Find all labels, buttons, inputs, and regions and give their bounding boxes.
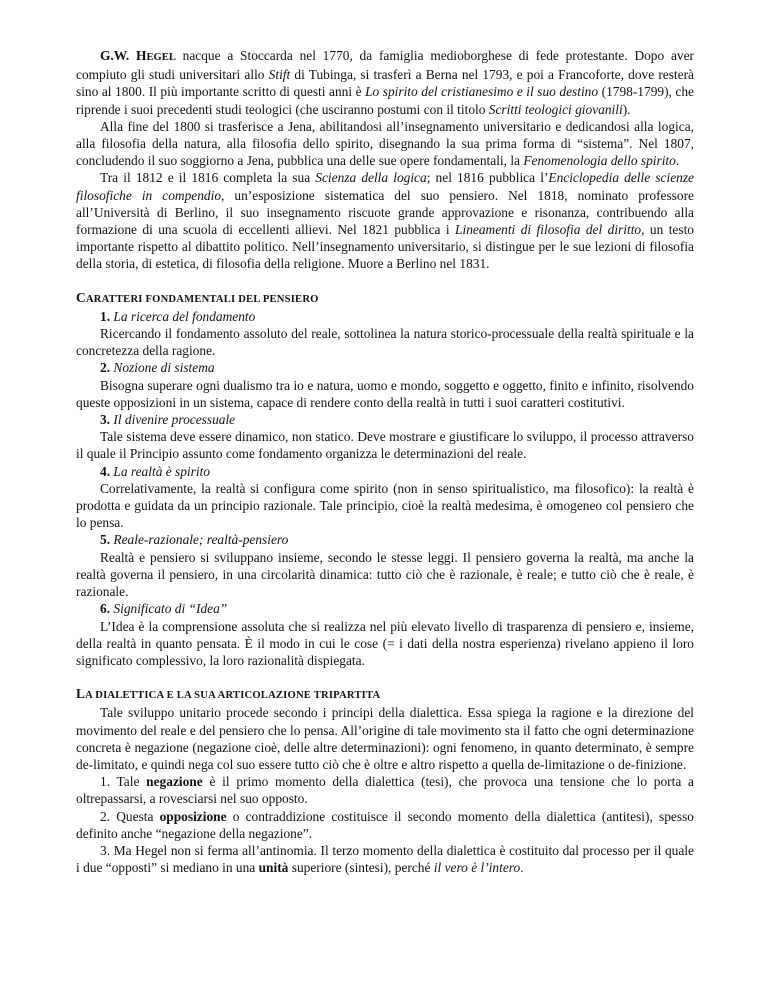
bio-text: (1798-1799), che riprende i suoi precedenti studi teologici (che usciranno postumi con il titolo: [76, 84, 695, 117]
work-title: Scritti teologici giovanili: [488, 101, 623, 117]
item-title: Il divenire processuale: [113, 412, 236, 428]
heading-rest: ARATTERI FONDAMENTALI DEL PENSIERO: [85, 293, 319, 305]
dialettica-intro: Tale sviluppo unitario procede secondo i principi della dialettica. Essa spiega la ragione e la direzione del movimento del reale e del pensiero che lo pensa. All’origine di tale movimento sta il fatto che ogni determinazione concreta è negazione (negazione cioè, delle altre determinazioni): ogni fenomeno, in quanto determinato, è sempre de-limitato, e quindi nega col suo essere tutto ciò che è oltre e altro rispetto a quella de-limitazione o de-finizione.: [76, 705, 694, 772]
item-title: Nozione di sistema: [113, 360, 215, 376]
point-text: 3. Ma Hegel non si ferma all’antinomia. Il terzo momento della dialettica è costituito dal processo per il quale i due “opposti” si mediano in una: [76, 842, 694, 876]
dialettica-point-1: [76, 773, 694, 807]
dialettica-point-2: [76, 808, 694, 842]
bio-paragraph-3: [76, 169, 694, 272]
work-title: Lo spirito del cristianesimo e il suo destino: [365, 84, 599, 100]
caratteri-item-4-title: [76, 463, 694, 480]
heading-initial: C: [76, 289, 86, 305]
biography-section: [76, 47, 694, 273]
point-text: o contraddizione costituisce il secondo momento della dialettica (antitesi), spesso definito anche “negazione della negazione”.: [76, 808, 694, 841]
bio-text: ; nel 1816 pubblica l’: [426, 170, 549, 186]
work-title: Lineamenti di filosofia del diritto: [455, 222, 642, 238]
author-rest: EGEL: [146, 52, 176, 63]
bio-text: Alla fine del 1800 si trasferisce a Jena, abilitandosi all’insegnamento universitario e dedicandosi alla logica, alla filosofia della natura, alla filosofia dello spirito, disegnando la sua prima forma di “sistema”. Nel 1807, concludendo il suo soggiorno a Jena, pubblica una delle sue opere fondamentali, la: [76, 118, 694, 169]
heading-initial: L: [76, 686, 86, 702]
point-text: 2. Questa: [100, 808, 160, 824]
bio-text: di Tubinga, si trasferì a Berna nel 1793, e poi a Francoforte, dove resterà sino al 1800. Il più importante scritto di questi anni è: [76, 67, 694, 100]
bio-text: , un’esposizione sistematica del suo pensiero. Nel 1818, nominato professore all’Università di Berlino, il suo insegnamento riscuote grande approvazione e risonanza, contribuendo alla formazione di una scuola di eccellenti allievi. Nel 1821 pubblica i: [76, 187, 694, 238]
section-heading: [76, 685, 694, 704]
key-term: opposizione: [159, 808, 227, 824]
caratteri-item-6-title: [76, 600, 694, 617]
caratteri-section: [76, 289, 694, 669]
point-text: .: [520, 860, 524, 876]
item-number: 4.: [100, 463, 111, 479]
work-title: Fenomenologia dello spirito: [523, 153, 676, 169]
work-title: Scienza della logica: [315, 170, 427, 186]
caratteri-item-1-text: Ricercando il fondamento assoluto del reale, sottolinea la natura storico-processuale della realtà spirituale e la concretezza della ragione.: [76, 326, 694, 359]
bio-text: Tra il 1812 e il 1816 completa la sua: [100, 170, 316, 186]
work-title: Enciclopedia delle scienze filosofiche in compendio: [76, 170, 694, 203]
author-name: [100, 48, 176, 63]
dialettica-point-3: [76, 842, 694, 876]
item-title: Reale-razionale; realtà-pensiero: [113, 532, 289, 548]
item-title: Significato di “Idea”: [113, 601, 228, 617]
key-term: negazione: [146, 774, 203, 790]
caratteri-item-5-title: [76, 531, 694, 548]
bio-text: ).: [622, 101, 631, 117]
point-text: 1. Tale: [100, 774, 147, 790]
bio-text: nacque a Stoccarda nel 1770, da famiglia medioborghese di fede protestante. Dopo aver compiuto gli studi universitari allo: [76, 48, 694, 83]
dialettica-section: [76, 685, 694, 876]
caratteri-item-6-text: L’Idea è la comprensione assoluta che si realizza nel più elevato livello di trasparenza di pensiero e, insieme, della realtà in quanto pensata. È il modo in cui le cose (= i dati della nostra esperienza) rivelano appieno il loro significato complessivo, la loro razionalità dispiegata.: [76, 618, 694, 668]
emphasis-text: il vero è l’intero: [433, 860, 521, 876]
caratteri-item-5-text: Realtà e pensiero si sviluppano insieme, secondo le stesse leggi. Il pensiero governa la realtà, ma anche la realtà governa il pensiero, in una circolarità dinamica: tutto ciò che è razionale, è reale; e tutto ciò che è reale, è razionale.: [76, 549, 694, 600]
caratteri-item-2-title: [76, 359, 694, 376]
stift-term: Stift: [268, 67, 291, 83]
item-number: 5.: [100, 532, 111, 548]
section-heading: [76, 289, 694, 308]
item-number: 3.: [100, 412, 111, 428]
bio-paragraph-2: [76, 118, 694, 170]
author-initial: G.W. H: [100, 48, 147, 63]
heading-rest: A DIALETTICA E LA SUA ARTICOLAZIONE TRIPARTITA: [85, 690, 381, 702]
caratteri-item-3-title: [76, 411, 694, 428]
caratteri-item-1-title: [76, 308, 694, 325]
item-number: 1.: [100, 308, 111, 324]
caratteri-item-4-text: Correlativamente, la realtà si configura come spirito (non in senso spiritualistico, ma filosofico): la realtà è prodotta e guidata da un principio razionale. Tale principio, cioè la realtà medesima, è omogeneo col pensiero che lo pensa.: [76, 480, 694, 531]
point-text: superiore (sintesi), perché: [288, 860, 434, 876]
item-number: 2.: [100, 360, 111, 376]
item-title: La realtà è spirito: [113, 463, 210, 479]
caratteri-item-2-text: Bisogna superare ogni dualismo tra io e natura, uomo e mondo, soggetto e oggetto, finito e infinito, risolvendo queste opposizioni in un sistema, capace di rendere conto della realtà in tutti i suoi caratteri costitutivi.: [76, 377, 694, 410]
bio-text: , un testo importante rispetto al dibattito politico. Nell’insegnamento universitario, si distingue per le sue lezioni di filosofia della storia, di estetica, di filosofia della religione. Muore a Berlino nel 1831.: [76, 222, 694, 272]
caratteri-item-3-text: Tale sistema deve essere dinamico, non statico. Deve mostrare e giustificare lo sviluppo, il processo attraverso il quale il Principio assunto come fondamento organizza le determinazioni del reale.: [76, 429, 694, 462]
bio-text: .: [675, 153, 680, 169]
key-term: unità: [258, 860, 289, 876]
item-title: La ricerca del fondamento: [113, 308, 256, 324]
item-number: 6.: [100, 601, 111, 617]
bio-paragraph-1: [76, 47, 694, 118]
point-text: è il primo momento della dialettica (tesi), che provoca una tensione che lo porta a oltrepassarsi, a rovesciarsi nel suo opposto.: [76, 774, 694, 807]
